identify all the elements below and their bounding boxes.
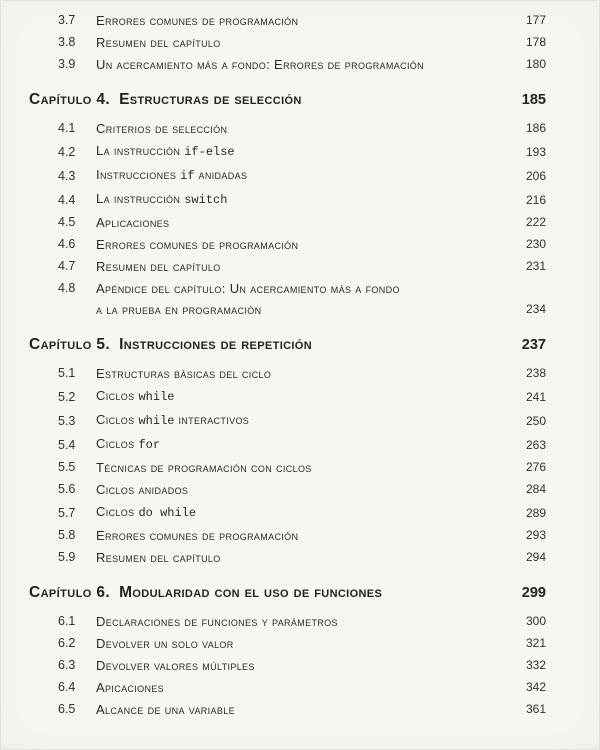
entry-page-number: 342 bbox=[525, 680, 546, 694]
title-text: Ciclos anidados bbox=[96, 482, 189, 497]
entry-page-number: 293 bbox=[525, 528, 546, 542]
toc-section-row bbox=[1, 611, 599, 632]
entry-page-number: 180 bbox=[525, 57, 546, 71]
entry-title bbox=[96, 385, 516, 408]
toc-section-row bbox=[1, 385, 599, 408]
entry-title bbox=[96, 479, 516, 500]
toc-section-row bbox=[1, 212, 599, 233]
title-text: Estructuras de selección bbox=[119, 91, 302, 108]
entry-title-line bbox=[96, 188, 516, 211]
entry-title bbox=[96, 699, 516, 720]
entry-title-line bbox=[96, 299, 516, 320]
entry-title-line bbox=[119, 582, 512, 604]
entry-page-number: 193 bbox=[525, 145, 546, 159]
toc-chapter-row bbox=[1, 582, 599, 604]
entry-page-number: 177 bbox=[525, 13, 546, 27]
toc-section-row bbox=[1, 699, 599, 720]
entry-title bbox=[96, 633, 516, 654]
section-number: 4.4 bbox=[58, 193, 76, 207]
toc-section-row bbox=[1, 479, 599, 500]
entry-page-number: 241 bbox=[525, 390, 546, 404]
entry-page-number: 237 bbox=[521, 337, 546, 353]
title-text: Instrucciones bbox=[96, 167, 181, 182]
section-number: 5.3 bbox=[58, 414, 76, 428]
title-text: Apéndice del capítulo: Un acercamiento más a fondo bbox=[96, 281, 400, 296]
section-number: 4.8 bbox=[58, 281, 76, 295]
section-number: 6.2 bbox=[58, 636, 76, 650]
section-number: 3.7 bbox=[58, 13, 76, 27]
entry-page-number: 299 bbox=[521, 585, 546, 601]
code-term: if bbox=[180, 169, 195, 183]
entry-title bbox=[96, 363, 516, 384]
toc-section-row bbox=[1, 32, 599, 53]
title-text: La instrucción bbox=[96, 191, 185, 206]
entry-page-number: 361 bbox=[525, 702, 546, 716]
entry-page-number: 294 bbox=[525, 550, 546, 564]
entry-title bbox=[119, 89, 512, 111]
entry-title-line bbox=[96, 633, 516, 654]
section-number: 5.1 bbox=[58, 366, 76, 380]
entry-page-number: 300 bbox=[525, 614, 546, 628]
entry-page-number: 206 bbox=[525, 169, 546, 183]
title-text: Estructuras básicas del ciclo bbox=[96, 366, 272, 381]
entry-title bbox=[96, 525, 516, 546]
title-text: Resumen del capítulo bbox=[96, 35, 221, 50]
table-of-contents-page bbox=[1, 10, 599, 720]
section-number: 5.9 bbox=[58, 550, 76, 564]
title-text: Apicaciones bbox=[96, 680, 165, 695]
chapter-label: Capítulo 6. bbox=[29, 584, 111, 601]
entry-page-number: 321 bbox=[525, 636, 546, 650]
title-text: Un acercamiento más a fondo: Errores de programación bbox=[96, 57, 425, 72]
entry-page-number: 276 bbox=[525, 460, 546, 474]
title-text: Errores comunes de programación bbox=[96, 528, 299, 543]
entry-page-number: 230 bbox=[525, 237, 546, 251]
title-text: Errores comunes de programación bbox=[96, 13, 299, 28]
toc-section-row bbox=[1, 188, 599, 211]
entry-title-line bbox=[96, 118, 516, 139]
entry-title bbox=[96, 677, 516, 698]
entry-title bbox=[96, 278, 516, 320]
code-term: for bbox=[138, 438, 161, 452]
section-number: 5.5 bbox=[58, 460, 76, 474]
toc-section-row bbox=[1, 655, 599, 676]
entry-title-line bbox=[96, 501, 516, 524]
title-text: Ciclos bbox=[96, 388, 139, 403]
entry-title bbox=[96, 140, 516, 163]
title-text: Modularidad con el uso de funciones bbox=[119, 584, 383, 601]
chapter-label: Capítulo 5. bbox=[29, 336, 111, 353]
title-text: Ciclos bbox=[96, 412, 139, 427]
title-text: interactivos bbox=[174, 412, 250, 427]
section-number: 6.4 bbox=[58, 680, 76, 694]
entry-title-line bbox=[96, 479, 516, 500]
toc-section-row bbox=[1, 547, 599, 568]
toc-chapter-row bbox=[1, 334, 599, 356]
code-term: do while bbox=[138, 506, 197, 520]
entry-page-number: 263 bbox=[525, 438, 546, 452]
section-number: 5.8 bbox=[58, 528, 76, 542]
entry-title bbox=[96, 10, 516, 31]
entry-title-line bbox=[96, 363, 516, 384]
entry-title bbox=[96, 256, 516, 277]
entry-page-number: 222 bbox=[525, 215, 546, 229]
toc-section-row bbox=[1, 363, 599, 384]
entry-page-number: 234 bbox=[525, 302, 546, 316]
toc-section-row bbox=[1, 525, 599, 546]
entry-title bbox=[96, 611, 516, 632]
entry-title bbox=[96, 54, 516, 75]
section-number: 4.5 bbox=[58, 215, 76, 229]
section-number: 4.1 bbox=[58, 121, 76, 135]
entry-title bbox=[96, 212, 516, 233]
title-text: Devolver un solo valor bbox=[96, 636, 234, 651]
entry-title bbox=[96, 547, 516, 568]
toc-section-row bbox=[1, 409, 599, 432]
entry-title bbox=[96, 655, 516, 676]
entry-title-line bbox=[96, 278, 516, 299]
title-text: Instrucciones de repetición bbox=[119, 336, 312, 353]
section-number: 4.6 bbox=[58, 237, 76, 251]
section-number: 4.7 bbox=[58, 259, 76, 273]
entry-page-number: 186 bbox=[525, 121, 546, 135]
section-number: 3.9 bbox=[58, 57, 76, 71]
toc-section-row bbox=[1, 54, 599, 75]
entry-page-number: 178 bbox=[525, 35, 546, 49]
entry-title-line bbox=[96, 525, 516, 546]
toc-entries bbox=[1, 10, 599, 720]
entry-title bbox=[96, 188, 516, 211]
toc-section-row bbox=[1, 164, 599, 187]
toc-section-row bbox=[1, 234, 599, 255]
entry-title-line bbox=[96, 10, 516, 31]
entry-title bbox=[96, 234, 516, 255]
toc-section-row bbox=[1, 457, 599, 478]
title-text: Ciclos bbox=[96, 504, 139, 519]
title-text: Aplicaciones bbox=[96, 215, 170, 230]
section-number: 6.5 bbox=[58, 702, 76, 716]
entry-title-line bbox=[96, 611, 516, 632]
toc-section-row bbox=[1, 140, 599, 163]
toc-section-row bbox=[1, 501, 599, 524]
entry-title-line bbox=[96, 409, 516, 432]
entry-title-line bbox=[96, 655, 516, 676]
entry-title-line bbox=[96, 234, 516, 255]
entry-page-number: 185 bbox=[521, 92, 546, 108]
chapter-label: Capítulo 4. bbox=[29, 91, 111, 108]
section-number: 6.3 bbox=[58, 658, 76, 672]
entry-title bbox=[96, 433, 516, 456]
entry-page-number: 284 bbox=[525, 482, 546, 496]
title-text: Errores comunes de programación bbox=[96, 237, 299, 252]
title-text: Ciclos bbox=[96, 436, 139, 451]
entry-title-line bbox=[96, 32, 516, 53]
entry-title-line bbox=[96, 433, 516, 456]
toc-chapter-row bbox=[1, 89, 599, 111]
code-term: switch bbox=[184, 193, 228, 207]
section-number: 4.3 bbox=[58, 169, 76, 183]
entry-title-line bbox=[96, 54, 516, 75]
title-text: Resumen del capítulo bbox=[96, 550, 221, 565]
title-text: La instrucción bbox=[96, 143, 185, 158]
section-number: 4.2 bbox=[58, 145, 76, 159]
entry-page-number: 289 bbox=[525, 506, 546, 520]
entry-title-line bbox=[96, 164, 516, 187]
entry-title bbox=[119, 582, 512, 604]
toc-section-row bbox=[1, 118, 599, 139]
entry-title bbox=[96, 118, 516, 139]
entry-title-line bbox=[96, 256, 516, 277]
entry-title-line bbox=[96, 385, 516, 408]
title-text: Declaraciones de funciones y parámetros bbox=[96, 614, 338, 629]
entry-title-line bbox=[96, 677, 516, 698]
entry-title-line bbox=[96, 699, 516, 720]
code-term: while bbox=[138, 414, 175, 428]
entry-title-line bbox=[119, 334, 512, 356]
entry-page-number: 231 bbox=[525, 259, 546, 273]
toc-section-row bbox=[1, 278, 599, 320]
title-text: anidadas bbox=[194, 167, 248, 182]
entry-title bbox=[119, 334, 512, 356]
toc-section-row bbox=[1, 433, 599, 456]
entry-title bbox=[96, 409, 516, 432]
entry-title-line bbox=[96, 457, 516, 478]
section-number: 6.1 bbox=[58, 614, 76, 628]
entry-title-line bbox=[96, 547, 516, 568]
entry-page-number: 238 bbox=[525, 366, 546, 380]
section-number: 5.6 bbox=[58, 482, 76, 496]
toc-section-row bbox=[1, 633, 599, 654]
section-number: 5.7 bbox=[58, 506, 76, 520]
toc-section-row bbox=[1, 10, 599, 31]
section-number: 3.8 bbox=[58, 35, 76, 49]
title-text: Criterios de selección bbox=[96, 121, 228, 136]
code-term: while bbox=[138, 390, 175, 404]
toc-section-row bbox=[1, 256, 599, 277]
entry-title-line bbox=[96, 212, 516, 233]
code-term: if-else bbox=[184, 145, 235, 159]
entry-page-number: 332 bbox=[525, 658, 546, 672]
entry-page-number: 216 bbox=[525, 193, 546, 207]
entry-title bbox=[96, 501, 516, 524]
entry-title bbox=[96, 32, 516, 53]
entry-page-number: 250 bbox=[525, 414, 546, 428]
entry-title bbox=[96, 457, 516, 478]
entry-title bbox=[96, 164, 516, 187]
entry-title-line bbox=[96, 140, 516, 163]
section-number: 5.2 bbox=[58, 390, 76, 404]
toc-section-row bbox=[1, 677, 599, 698]
section-number: 5.4 bbox=[58, 438, 76, 452]
title-text: Resumen del capítulo bbox=[96, 259, 221, 274]
title-text: Devolver valores múltiples bbox=[96, 658, 255, 673]
title-text: Técnicas de programación con ciclos bbox=[96, 460, 312, 475]
entry-title-line bbox=[119, 89, 512, 111]
title-text: Alcance de una variable bbox=[96, 702, 235, 717]
title-text: a la prueba en programación bbox=[96, 302, 262, 317]
